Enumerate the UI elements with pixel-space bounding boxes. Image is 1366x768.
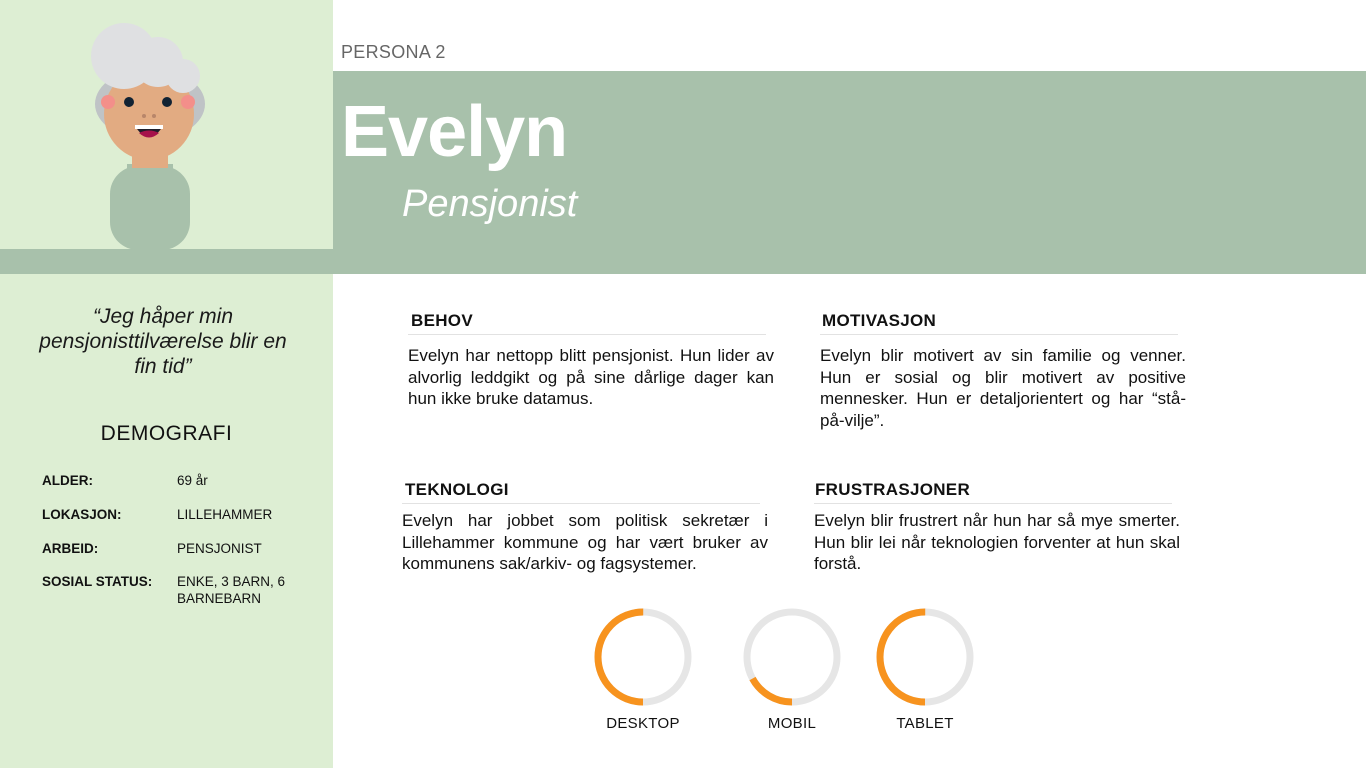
demographic-value: LILLEHAMMER <box>177 507 273 522</box>
device-label: DESKTOP <box>606 715 680 732</box>
demographic-key: ARBEID: <box>42 541 99 556</box>
demographic-key: LOKASJON: <box>42 507 122 522</box>
avatar-illustration <box>80 18 220 250</box>
demographic-value: PENSJONIST <box>177 541 262 556</box>
persona-role: Pensjonist <box>402 183 578 225</box>
progress-ring-icon <box>875 607 975 707</box>
section-frustrasjoner <box>814 480 1180 575</box>
progress-ring-icon <box>742 607 842 707</box>
section-motivasjon <box>820 311 1186 431</box>
demographics-title: DEMOGRAFI <box>100 422 233 445</box>
device-mobil <box>732 607 852 732</box>
device-label: MOBIL <box>767 715 817 732</box>
section-title: TEKNOLOGI <box>402 480 760 504</box>
demographic-key: ALDER: <box>42 473 93 488</box>
progress-ring-icon <box>593 607 693 707</box>
section-body: Evelyn blir motivert av sin familie og venner. Hun er sosial og blir motivert av positive mennesker. Hun er detaljorientert og har “stå-på-vilje”. <box>820 346 1186 430</box>
device-label: TABLET <box>896 715 954 732</box>
demographic-key: SOSIAL STATUS: <box>42 574 153 589</box>
section-title: MOTIVASJON <box>820 311 1178 335</box>
section-title: FRUSTRASJONER <box>814 480 1172 504</box>
section-behov <box>408 311 774 410</box>
persona-name: Evelyn <box>341 92 568 172</box>
persona-label: PERSONA 2 <box>341 42 446 62</box>
section-body: Evelyn blir frustrert når hun har så mye smerter. Hun blir lei når teknologien forventer at hun skal forstå. <box>814 511 1180 573</box>
demographic-value: ENKE, 3 BARN, 6 BARNEBARN <box>177 574 286 606</box>
section-body: Evelyn har jobbet som politisk sekretær i Lillehammer kommune og har vært bruker av kommunens sak/arkiv- og fagsystemer. <box>402 511 768 573</box>
persona-quote: “Jeg håper min pensjonisttilværelse blir en fin tid” <box>39 305 287 378</box>
section-teknologi <box>402 480 768 575</box>
device-desktop <box>583 607 703 732</box>
section-title: BEHOV <box>408 311 766 335</box>
section-body: Evelyn har nettopp blitt pensjonist. Hun lider av alvorlig leddgikt og på sine dårlige dager kan hun ikke bruke datamus. <box>408 346 774 408</box>
demographic-value: 69 år <box>177 473 208 488</box>
header-band-strip <box>0 249 333 274</box>
device-tablet <box>865 607 985 732</box>
